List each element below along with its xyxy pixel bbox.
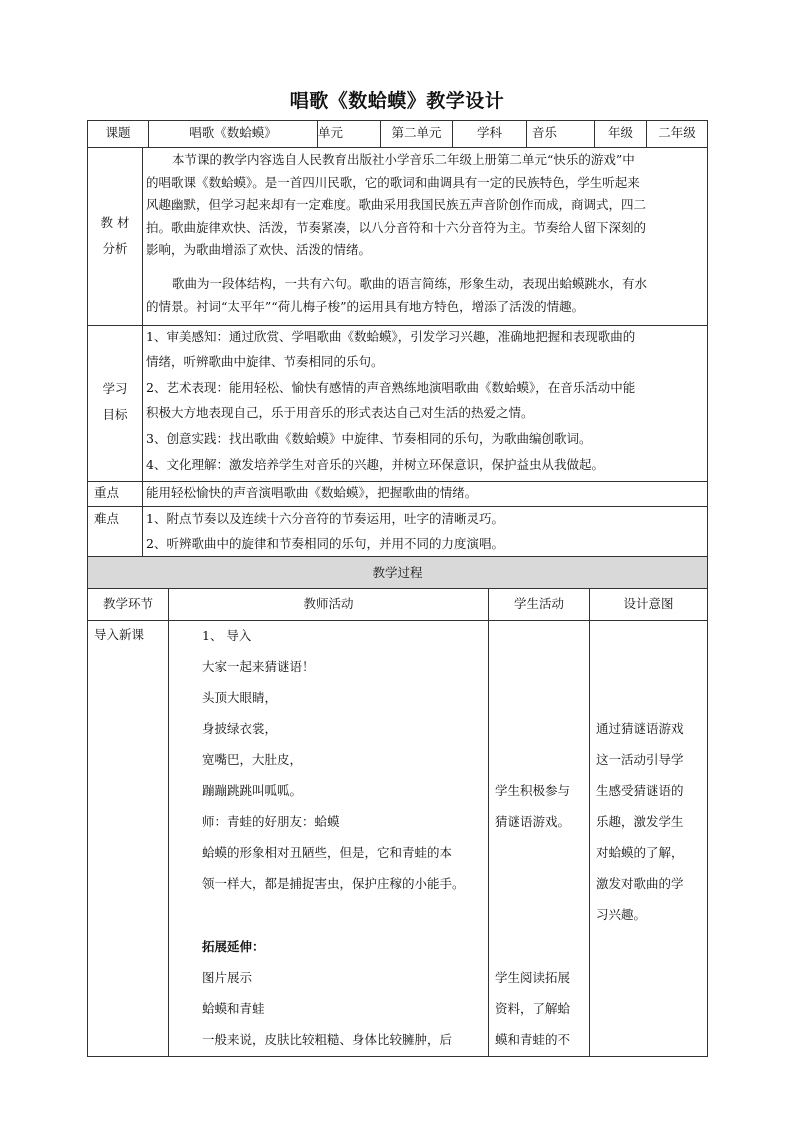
analysis-label-line2: 分析 [102, 241, 128, 256]
page-title: 唱歌《数蛤蟆》教学设计 [289, 90, 505, 112]
teacher-line: 一般来说，皮肤比较粗糙、身体比较臃肿，后 [202, 1032, 453, 1047]
goal-line: 1、审美感知：通过欣赏、学唱歌曲《数蛤蟆》，引发学习兴趣，准确地把握和表现歌曲的 [146, 329, 636, 344]
row-divider [87, 620, 708, 621]
teacher-line: 蹦蹦跳跳叫呱呱。 [202, 783, 303, 798]
student-line: 学生积极参与 [495, 783, 571, 798]
intent-line: 生感受猜谜语的 [596, 783, 684, 798]
col-divider [526, 120, 527, 147]
unit-value: 第二单元 [391, 125, 442, 140]
intent-line: 这一活动引导学 [596, 752, 684, 767]
stage-label: 导入新课 [94, 627, 145, 642]
analysis-line: 歌曲为一段体结构，一共有六句。歌曲的语言简练，形象生动，表现出蛤蟆跳水，有水 [172, 276, 648, 291]
table-border-right [707, 120, 708, 1057]
teacher-line: 蛤蟆的形象相对丑陋些，但是，它和青蛙的本 [202, 845, 453, 860]
analysis-line: 拍。歌曲旋律欢快、活泼，节奏紧凑，以八分音符和十六分音符为主。节奏给人留下深刻的 [146, 219, 647, 235]
goal-line: 2、艺术表现：能用轻松、愉快有感情的声音熟练地演唱歌曲《数蛤蟆》，在音乐活动中能 [146, 380, 636, 395]
grade-value: 二年级 [658, 125, 696, 140]
teacher-line: 领一样大，都是捕捉害虫，保护庄稼的小能手。 [202, 876, 465, 891]
goal-line: 情绪，听辨歌曲中旋律、节奏相同的乐句。 [146, 354, 384, 369]
table-border-top [87, 120, 708, 121]
analysis-line: 风趣幽默，但学习起来却有一定难度。歌曲采用我国民族五声音阶创作而成，商调式，四二 [146, 197, 647, 213]
subject-label: 学科 [476, 125, 502, 140]
row-divider [87, 588, 708, 589]
col-header-student: 学生活动 [513, 596, 564, 611]
goals-label [88, 376, 142, 428]
teacher-line: 拓展延伸： [202, 939, 265, 954]
col-header-teacher: 教师活动 [303, 596, 354, 611]
col-divider [168, 588, 169, 1056]
process-title: 教学过程 [372, 565, 423, 580]
unit-label: 单元 [318, 125, 344, 140]
analysis-label [88, 210, 142, 262]
goals-label-line1: 学习 [102, 381, 128, 396]
col-divider [589, 588, 590, 1056]
teacher-line: 身披绿衣裳， [202, 721, 278, 736]
grade-label: 年级 [607, 125, 633, 140]
difficulty-line: 2、听辨歌曲中的旋律和节奏相同的乐句，并用不同的力度演唱。 [146, 536, 504, 551]
teacher-line: 师：青蛙的好朋友：蛤蟆 [202, 814, 340, 829]
intent-line: 对蛤蟆的了解， [596, 845, 684, 860]
row-divider [87, 506, 708, 507]
teacher-line: 宽嘴巴，大肚皮， [202, 752, 303, 767]
goals-label-line2: 目标 [102, 407, 128, 422]
col-divider [488, 588, 489, 1056]
col-divider [142, 147, 143, 556]
goal-line: 3、创意实践：找出歌曲《数蛤蟆》中旋律、节奏相同的乐句，为歌曲编创歌词。 [146, 431, 592, 446]
student-line: 蟆和青蛙的不 [495, 1032, 571, 1047]
intent-line: 乐趣，激发学生 [596, 814, 684, 829]
student-line: 资料，了解蛤 [495, 1001, 571, 1016]
key-point-label: 重点 [94, 485, 120, 500]
teacher-line: 1、 导入 [202, 628, 252, 643]
goal-line: 积极大方地表现自己，乐于用音乐的形式表达自己对生活的热爱之情。 [146, 405, 534, 420]
teacher-line: 蛤蟆和青蛙 [202, 1001, 265, 1016]
course-label: 课题 [105, 125, 131, 140]
intent-line: 习兴趣。 [596, 907, 647, 922]
analysis-label-line1: 教 材 [100, 215, 130, 230]
intent-line: 通过猜谜语游戏 [596, 721, 684, 736]
table-border-bottom [87, 1056, 708, 1057]
subject-value: 音乐 [532, 125, 558, 140]
student-line: 学生阅读拓展 [495, 970, 571, 985]
course-value: 唱歌《数蛤蟆》 [189, 125, 277, 140]
intent-line: 激发对歌曲的学 [596, 876, 684, 891]
goal-line: 4、文化理解：激发培养学生对音乐的兴趣，并树立环保意识，保护益虫从我做起。 [146, 457, 604, 472]
analysis-line: 影响，为歌曲增添了欢快、活泼的情绪。 [146, 242, 372, 258]
difficulty-line: 1、附点节奏以及连续十六分音符的节奏运用，吐字的清晰灵巧。 [146, 511, 504, 526]
analysis-line: 的唱歌课《数蛤蟆》。是一首四川民歌，它的歌词和曲调具有一定的民族特色，学生听起来 [146, 174, 640, 190]
teacher-line: 大家一起来猜谜语！ [202, 659, 315, 674]
teacher-line: 图片展示 [202, 970, 253, 985]
difficulty-label: 难点 [94, 511, 120, 526]
key-point-text: 能用轻松愉快的声音演唱歌曲《数蛤蟆》，把握歌曲的情绪。 [146, 485, 478, 500]
row-divider [87, 147, 708, 148]
analysis-line: 的情景。衬词“太平年”“荷儿梅子梭”的运用具有地方特色，增添了活泼的情趣。 [146, 298, 585, 314]
col-header-stage: 教学环节 [102, 596, 153, 611]
student-line: 猜谜语游戏。 [495, 814, 571, 829]
teacher-line: 头顶大眼睛， [202, 690, 278, 705]
analysis-line: 本节课的教学内容选自人民教育出版社小学音乐二年级上册第二单元“快乐的游戏”中 [172, 152, 635, 167]
col-header-intent: 设计意图 [623, 596, 674, 611]
